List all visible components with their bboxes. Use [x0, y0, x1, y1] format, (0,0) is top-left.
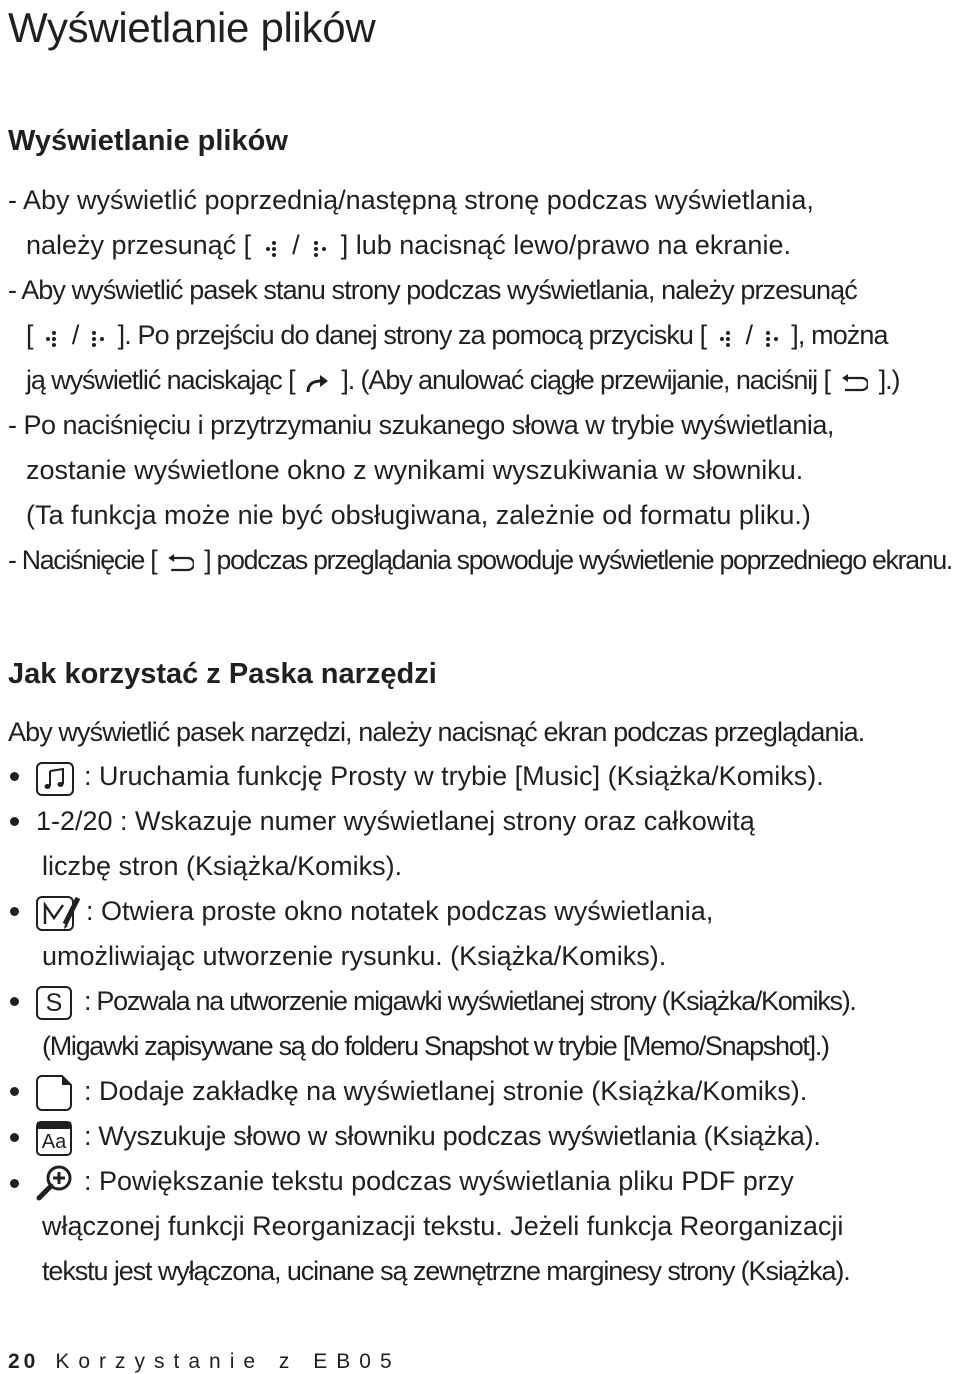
zoom-in-icon: [36, 1164, 74, 1202]
text-line: - Po naciśnięciu i przytrzymaniu szukanego słowa w trybie wyświetlania,: [8, 410, 834, 440]
text-fragment: ]. Po przejściu do danej strony za pomocą przycisku [: [117, 320, 707, 350]
text-fragment: - Naciśnięcie [: [8, 545, 157, 575]
bookmark-page-icon: [36, 1074, 74, 1111]
text-line: (Migawki zapisywane są do folderu Snapshot w trybie [Memo/Snapshot].): [42, 1031, 829, 1061]
list-item: [36, 894, 713, 932]
text-fragment: [: [26, 320, 33, 350]
footer-text: Korzystanie z EB05: [55, 1350, 401, 1373]
forward-arrow-icon: [305, 365, 331, 399]
list-item-text: : Powiększanie tekstu podczas wyświetlania pliku PDF przy: [84, 1166, 794, 1197]
back-icon: [166, 545, 194, 579]
page-down-icon: [763, 320, 781, 354]
back-icon: [840, 365, 868, 399]
snapshot-icon: [36, 986, 74, 1020]
text-line: [26, 363, 899, 399]
text-line: [26, 318, 888, 354]
list-item: 1-2/20 : Wskazuje numer wyświetlanej strony oraz całkowitą: [36, 806, 755, 836]
text-fragment: ] podczas przeglądania spowoduje wyświetlenie poprzedniego ekranu.: [204, 545, 953, 575]
list-item-text: : Uruchamia funkcję Prosty w trybie [Music] (Książka/Komiks).: [84, 761, 824, 791]
text-fragment: ] lub nacisnąć lewo/prawo na ekranie.: [340, 230, 791, 260]
list-item: [36, 1164, 794, 1202]
list-item-text: : Wyszukuje słowo w słowniku podczas wyświetlania (Książka).: [84, 1121, 821, 1151]
page-down-icon: [311, 230, 329, 264]
text-fragment: ]. (Aby anulować ciągłe przewijanie, naciśnij [: [341, 365, 830, 395]
list-item: [36, 984, 856, 1020]
bullet: [10, 907, 19, 916]
list-item: [36, 1119, 821, 1156]
bullet: [10, 997, 19, 1006]
section-heading-file-viewing: Wyświetlanie plików: [8, 125, 288, 157]
text-line: - Aby wyświetlić poprzednią/następną stronę podczas wyświetlania,: [8, 185, 814, 215]
dictionary-icon-text: Aa: [41, 1130, 67, 1153]
section-heading-toolbar: Jak korzystać z Paska narzędzi: [8, 658, 437, 690]
list-item-text: : Pozwala na utworzenie migawki wyświetlanej strony (Książka/Komiks).: [84, 986, 856, 1016]
text-fragment: /: [292, 230, 300, 260]
text-fragment: należy przesunąć [: [26, 230, 252, 260]
text-line: zostanie wyświetlone okno z wynikami wyszukiwania w słowniku.: [26, 455, 804, 485]
bullet: [10, 817, 19, 826]
text-line: Aby wyświetlić pasek narzędzi, należy nacisnąć ekran podczas przeglądania.: [8, 717, 865, 747]
bullet: [10, 1087, 19, 1096]
page-up-icon: [43, 320, 61, 354]
text-line: (Ta funkcja może nie być obsługiwana, zależnie od formatu pliku.): [26, 500, 811, 530]
bullet: [10, 1179, 19, 1188]
text-fragment: /: [71, 320, 79, 350]
music-note-icon: [36, 760, 76, 796]
text-line: - Aby wyświetlić pasek stanu strony podczas wyświetlania, należy przesunąć: [8, 275, 857, 305]
page-title: Wyświetlanie plików: [8, 4, 376, 51]
list-item: [36, 759, 824, 796]
text-line: [8, 543, 952, 579]
text-line: liczbę stron (Książka/Komiks).: [42, 851, 403, 881]
page-up-icon: [263, 230, 281, 264]
memo-pen-icon: [36, 894, 82, 932]
list-item: [36, 1074, 807, 1111]
page-up-icon: [717, 320, 735, 354]
list-item-text: : Dodaje zakładkę na wyświetlanej stronie (Książka/Komiks).: [84, 1076, 808, 1106]
text-line: umożliwiając utworzenie rysunku. (Książka/Komiks).: [42, 941, 667, 971]
dictionary-icon: [36, 1120, 74, 1156]
bullet: [10, 772, 19, 781]
text-line: tekstu jest wyłączona, ucinane są zewnętrzne marginesy strony (Książka).: [42, 1256, 850, 1286]
list-item-text: : Otwiera proste okno notatek podczas wyświetlania,: [86, 896, 714, 927]
text-fragment: ], można: [791, 320, 888, 350]
page-number: 20: [8, 1350, 40, 1373]
page-footer: [8, 1350, 401, 1374]
bullet: [10, 1133, 19, 1142]
text-line: włączonej funkcji Reorganizacji tekstu. Jeżeli funkcja Reorganizacji: [42, 1211, 844, 1241]
text-fragment: ją wyświetlić naciskając [: [26, 365, 295, 395]
text-fragment: ].): [878, 365, 900, 395]
page-down-icon: [89, 320, 107, 354]
snapshot-icon-letter: S: [45, 988, 63, 1017]
text-line: [26, 228, 791, 264]
text-fragment: /: [745, 320, 753, 350]
